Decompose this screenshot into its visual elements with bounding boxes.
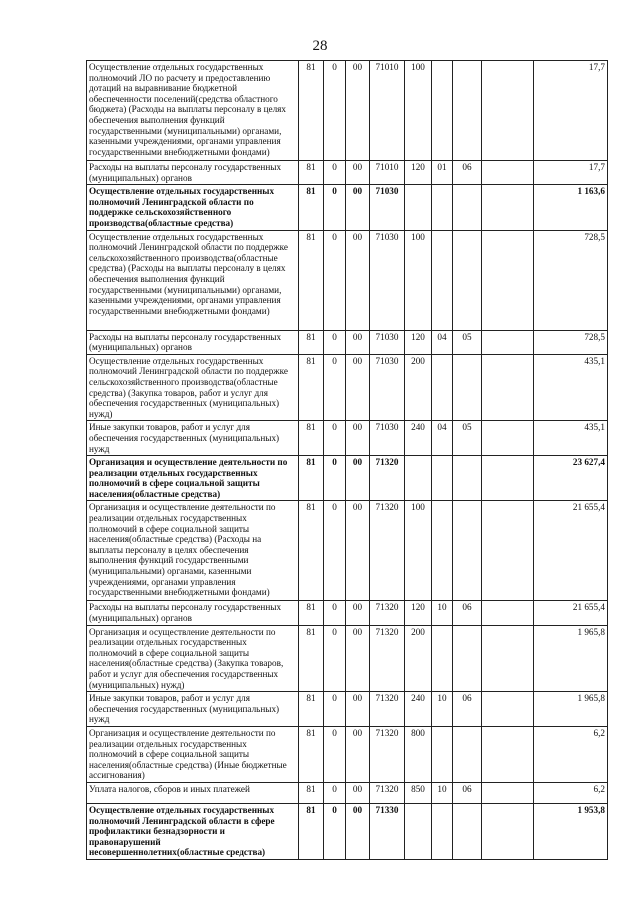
expense-type-cell: 120 [405, 601, 432, 625]
subsection-cell [453, 803, 482, 859]
subsection-cell: 06 [453, 161, 482, 185]
empty-cell [482, 456, 534, 501]
code-cell: 81 [299, 456, 324, 501]
amount-cell: 435,1 [534, 421, 608, 456]
section-cell [432, 61, 453, 161]
table-row [87, 354, 608, 421]
code-cell: 0 [324, 330, 346, 354]
section-cell [432, 727, 453, 783]
code-cell: 81 [299, 782, 324, 803]
amount-cell: 6,2 [534, 782, 608, 803]
table-row [87, 692, 608, 727]
expense-type-cell [405, 185, 432, 230]
empty-cell [482, 330, 534, 354]
empty-cell [482, 185, 534, 230]
table-row [87, 185, 608, 230]
subsection-cell: 05 [453, 421, 482, 456]
expense-type-cell: 240 [405, 692, 432, 727]
subsection-cell [453, 185, 482, 230]
code-cell: 00 [346, 456, 370, 501]
empty-cell [482, 501, 534, 601]
subsection-cell [453, 354, 482, 421]
empty-cell [482, 692, 534, 727]
description-cell: Осуществление отдельных государственных полномочий ЛО по расчету и предоставлению дотаций на выравнивание бюджетной обеспеченности поселений(средства областного бюджета) (Расходы на выплаты персоналу в целях обеспечения выполнения функций государственными (муниципальными) органами, казенными учреждениями, органами управления государственными внебюджетными фондами) [87, 61, 299, 161]
code-cell: 71320 [370, 601, 405, 625]
code-cell: 81 [299, 230, 324, 330]
code-cell: 71330 [370, 803, 405, 859]
code-cell: 00 [346, 421, 370, 456]
empty-cell [482, 161, 534, 185]
code-cell: 81 [299, 501, 324, 601]
code-cell: 0 [324, 421, 346, 456]
amount-cell: 1 965,8 [534, 625, 608, 692]
section-cell: 04 [432, 421, 453, 456]
amount-cell: 21 655,4 [534, 601, 608, 625]
amount-cell: 17,7 [534, 61, 608, 161]
description-cell: Организация и осуществление деятельности по реализации отдельных государственных полномочий в сфере социальной защиты населения(областные средства) [87, 456, 299, 501]
empty-cell [482, 354, 534, 421]
table-row [87, 501, 608, 601]
amount-cell: 728,5 [534, 330, 608, 354]
empty-cell [482, 782, 534, 803]
description-cell: Осуществление отдельных государственных полномочий Ленинградской области по поддержке сельскохозяйственного производства(областные средства) (Закупка товаров, работ и услуг для обеспечения государственных (муниципальных) нужд) [87, 354, 299, 421]
table-row [87, 803, 608, 859]
code-cell: 00 [346, 185, 370, 230]
section-cell [432, 230, 453, 330]
code-cell: 00 [346, 625, 370, 692]
empty-cell [482, 625, 534, 692]
code-cell: 81 [299, 727, 324, 783]
empty-cell [482, 230, 534, 330]
expense-type-cell: 100 [405, 230, 432, 330]
code-cell: 81 [299, 803, 324, 859]
code-cell: 0 [324, 601, 346, 625]
description-cell: Расходы на выплаты персоналу государственных (муниципальных) органов [87, 330, 299, 354]
code-cell: 0 [324, 230, 346, 330]
section-cell [432, 456, 453, 501]
code-cell: 71010 [370, 61, 405, 161]
code-cell: 00 [346, 230, 370, 330]
table-row [87, 782, 608, 803]
code-cell: 81 [299, 330, 324, 354]
empty-cell [482, 421, 534, 456]
table-row [87, 161, 608, 185]
description-cell: Осуществление отдельных государственных полномочий Ленинградской области по поддержке сельскохозяйственного производства(областные средства) (Расходы на выплаты персоналу в целях обеспечения выполнения функций государственными (муниципальными) органами, казенными учреждениями, органами управления государственными внебюджетными фондами) [87, 230, 299, 330]
description-cell: Иные закупки товаров, работ и услуг для обеспечения государственных (муниципальных) нужд [87, 692, 299, 727]
expense-type-cell: 800 [405, 727, 432, 783]
subsection-cell [453, 230, 482, 330]
section-cell: 01 [432, 161, 453, 185]
section-cell [432, 501, 453, 601]
expense-type-cell: 200 [405, 354, 432, 421]
empty-cell [482, 727, 534, 783]
code-cell: 0 [324, 727, 346, 783]
description-cell: Организация и осуществление деятельности по реализации отдельных государственных полномочий в сфере социальной защиты населения(областные средства) (Закупка товаров, работ и услуг для обеспечения государственных (муниципальных) нужд) [87, 625, 299, 692]
expense-type-cell: 240 [405, 421, 432, 456]
code-cell: 0 [324, 782, 346, 803]
code-cell: 00 [346, 354, 370, 421]
empty-cell [482, 61, 534, 161]
code-cell: 0 [324, 61, 346, 161]
budget-table [86, 60, 608, 860]
code-cell: 0 [324, 692, 346, 727]
section-cell [432, 185, 453, 230]
code-cell: 00 [346, 330, 370, 354]
amount-cell: 6,2 [534, 727, 608, 783]
expense-type-cell: 850 [405, 782, 432, 803]
expense-type-cell: 100 [405, 61, 432, 161]
code-cell: 00 [346, 803, 370, 859]
page-number: 28 [312, 38, 328, 54]
description-cell: Иные закупки товаров, работ и услуг для обеспечения государственных (муниципальных) нужд [87, 421, 299, 456]
section-cell [432, 803, 453, 859]
table-row [87, 61, 608, 161]
code-cell: 00 [346, 727, 370, 783]
code-cell: 81 [299, 625, 324, 692]
code-cell: 71030 [370, 354, 405, 421]
code-cell: 71030 [370, 330, 405, 354]
code-cell: 71030 [370, 185, 405, 230]
description-cell: Уплата налогов, сборов и иных платежей [87, 782, 299, 803]
empty-cell [482, 601, 534, 625]
code-cell: 71320 [370, 692, 405, 727]
subsection-cell [453, 727, 482, 783]
subsection-cell: 06 [453, 692, 482, 727]
code-cell: 81 [299, 161, 324, 185]
table-row [87, 456, 608, 501]
description-cell: Осуществление отдельных государственных полномочий Ленинградской области в сфере профилактики безнадзорности и правонарушений несовершеннолетних(областные средства) [87, 803, 299, 859]
code-cell: 81 [299, 185, 324, 230]
table-row [87, 421, 608, 456]
amount-cell: 1 965,8 [534, 692, 608, 727]
budget-table-body [87, 61, 608, 860]
code-cell: 81 [299, 354, 324, 421]
code-cell: 00 [346, 601, 370, 625]
code-cell: 71320 [370, 501, 405, 601]
code-cell: 00 [346, 782, 370, 803]
subsection-cell [453, 501, 482, 601]
description-cell: Организация и осуществление деятельности по реализации отдельных государственных полномочий в сфере социальной защиты населения(областные средства) (Расходы на выплаты персоналу в целях обеспечения выполнения функций государственными (муниципальными) органами, казенными учреждениями, органами управления государственными внебюджетными фондами) [87, 501, 299, 601]
description-cell: Расходы на выплаты персоналу государственных (муниципальных) органов [87, 161, 299, 185]
code-cell: 0 [324, 354, 346, 421]
code-cell: 71320 [370, 782, 405, 803]
code-cell: 71320 [370, 727, 405, 783]
subsection-cell [453, 625, 482, 692]
amount-cell: 1 163,6 [534, 185, 608, 230]
expense-type-cell: 120 [405, 161, 432, 185]
section-cell [432, 354, 453, 421]
description-cell: Осуществление отдельных государственных полномочий Ленинградской области по поддержке сельскохозяйственного производства(областные средства) [87, 185, 299, 230]
code-cell: 0 [324, 161, 346, 185]
subsection-cell: 06 [453, 782, 482, 803]
section-cell [432, 625, 453, 692]
code-cell: 00 [346, 161, 370, 185]
subsection-cell: 05 [453, 330, 482, 354]
expense-type-cell [405, 803, 432, 859]
expense-type-cell: 120 [405, 330, 432, 354]
code-cell: 0 [324, 625, 346, 692]
code-cell: 71030 [370, 230, 405, 330]
code-cell: 71320 [370, 625, 405, 692]
amount-cell: 17,7 [534, 161, 608, 185]
code-cell: 00 [346, 61, 370, 161]
section-cell: 10 [432, 782, 453, 803]
amount-cell: 1 953,8 [534, 803, 608, 859]
section-cell: 10 [432, 692, 453, 727]
code-cell: 0 [324, 501, 346, 601]
code-cell: 81 [299, 61, 324, 161]
code-cell: 0 [324, 803, 346, 859]
amount-cell: 435,1 [534, 354, 608, 421]
code-cell: 0 [324, 456, 346, 501]
section-cell: 04 [432, 330, 453, 354]
code-cell: 81 [299, 692, 324, 727]
subsection-cell [453, 61, 482, 161]
code-cell: 71030 [370, 421, 405, 456]
amount-cell: 23 627,4 [534, 456, 608, 501]
table-row [87, 230, 608, 330]
section-cell: 10 [432, 601, 453, 625]
subsection-cell: 06 [453, 601, 482, 625]
amount-cell: 21 655,4 [534, 501, 608, 601]
code-cell: 81 [299, 421, 324, 456]
amount-cell: 728,5 [534, 230, 608, 330]
table-row [87, 625, 608, 692]
expense-type-cell [405, 456, 432, 501]
code-cell: 00 [346, 692, 370, 727]
code-cell: 81 [299, 601, 324, 625]
expense-type-cell: 100 [405, 501, 432, 601]
description-cell: Организация и осуществление деятельности по реализации отдельных государственных полномочий в сфере социальной защиты населения(областные средства) (Иные бюджетные ассигнования) [87, 727, 299, 783]
table-row [87, 727, 608, 783]
code-cell: 0 [324, 185, 346, 230]
code-cell: 71010 [370, 161, 405, 185]
subsection-cell [453, 456, 482, 501]
code-cell: 00 [346, 501, 370, 601]
table-row [87, 330, 608, 354]
code-cell: 71320 [370, 456, 405, 501]
table-row [87, 601, 608, 625]
expense-type-cell: 200 [405, 625, 432, 692]
description-cell: Расходы на выплаты персоналу государственных (муниципальных) органов [87, 601, 299, 625]
empty-cell [482, 803, 534, 859]
